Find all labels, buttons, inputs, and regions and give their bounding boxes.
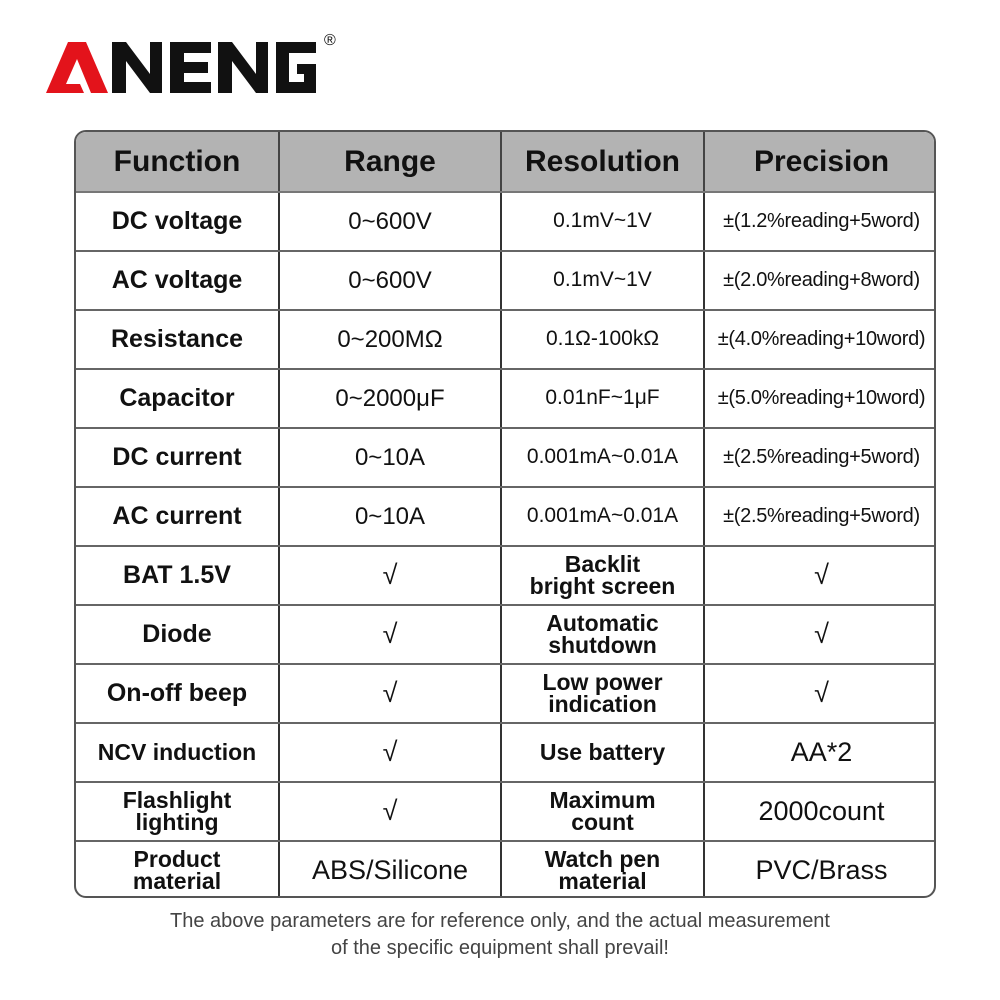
spec-table [74, 130, 936, 898]
function-cell: AC voltage [76, 251, 279, 310]
registered-mark: ® [324, 32, 336, 49]
aneng-logo-icon [46, 36, 326, 100]
checkmark-icon: √ [704, 664, 936, 723]
feature-row [76, 782, 936, 841]
resolution-cell: 0.001mA~0.01A [501, 428, 704, 487]
feature-label: Use battery [501, 723, 704, 782]
table-row [76, 251, 936, 310]
checkmark-icon: √ [704, 546, 936, 605]
disclaimer-note [0, 908, 1000, 962]
table-row [76, 310, 936, 369]
resolution-cell: 0.1mV~1V [501, 192, 704, 251]
range-cell: 0~600V [279, 251, 501, 310]
function-cell: Resistance [76, 310, 279, 369]
value-cell: ABS/Silicone [279, 841, 501, 898]
precision-cell: ±(2.0%reading+8word) [704, 251, 936, 310]
feature-label: Low power indication [501, 664, 704, 723]
table-row [76, 369, 936, 428]
function-cell: DC current [76, 428, 279, 487]
table-row [76, 192, 936, 251]
precision-cell: ±(5.0%reading+10word) [704, 369, 936, 428]
checkmark-icon: √ [279, 546, 501, 605]
precision-cell: ±(2.5%reading+5word) [704, 428, 936, 487]
precision-cell: ±(2.5%reading+5word) [704, 487, 936, 546]
function-cell: DC voltage [76, 192, 279, 251]
disclaimer-line-1: The above parameters are for reference only, and the actual measurement [170, 910, 830, 932]
feature-label: On-off beep [76, 664, 279, 723]
precision-cell: ±(1.2%reading+5word) [704, 192, 936, 251]
header-range: Range [279, 132, 501, 192]
checkmark-icon: √ [279, 782, 501, 841]
function-cell: AC current [76, 487, 279, 546]
feature-label: Backlit bright screen [501, 546, 704, 605]
aneng-logo [46, 32, 336, 100]
function-cell: Capacitor [76, 369, 279, 428]
feature-label: BAT 1.5V [76, 546, 279, 605]
resolution-cell: 0.01nF~1μF [501, 369, 704, 428]
feature-label: Maximum count [501, 782, 704, 841]
value-cell: AA*2 [704, 723, 936, 782]
resolution-cell: 0.1mV~1V [501, 251, 704, 310]
feature-label: Flashlight lighting [76, 782, 279, 841]
header-resolution: Resolution [501, 132, 704, 192]
feature-label: NCV induction [76, 723, 279, 782]
header-row [76, 132, 936, 192]
range-cell: 0~2000μF [279, 369, 501, 428]
feature-row [76, 605, 936, 664]
header-precision: Precision [704, 132, 936, 192]
feature-row [76, 841, 936, 898]
checkmark-icon: √ [279, 723, 501, 782]
checkmark-icon: √ [279, 664, 501, 723]
value-cell: PVC/Brass [755, 855, 888, 886]
feature-label: Watch pen material [501, 841, 704, 898]
table-row [76, 428, 936, 487]
range-cell: 0~10A [279, 428, 501, 487]
feature-label: Automatic shutdown [501, 605, 704, 664]
feature-row [76, 664, 936, 723]
value-cell: 2000count [704, 782, 936, 841]
feature-label: Product material [76, 841, 279, 898]
range-cell: 0~600V [279, 192, 501, 251]
feature-label: Diode [76, 605, 279, 664]
header-function: Function [76, 132, 279, 192]
table-row [76, 487, 936, 546]
resolution-cell: 0.001mA~0.01A [501, 487, 704, 546]
disclaimer-line-2: of the specific equipment shall prevail! [331, 937, 669, 959]
range-cell: 0~10A [279, 487, 501, 546]
checkmark-icon: √ [279, 605, 501, 664]
feature-row [76, 546, 936, 605]
range-cell: 0~200MΩ [279, 310, 501, 369]
resolution-cell: 0.1Ω-100kΩ [501, 310, 704, 369]
feature-row [76, 723, 936, 782]
precision-cell: ±(4.0%reading+10word) [704, 310, 936, 369]
checkmark-icon: √ [704, 605, 936, 664]
